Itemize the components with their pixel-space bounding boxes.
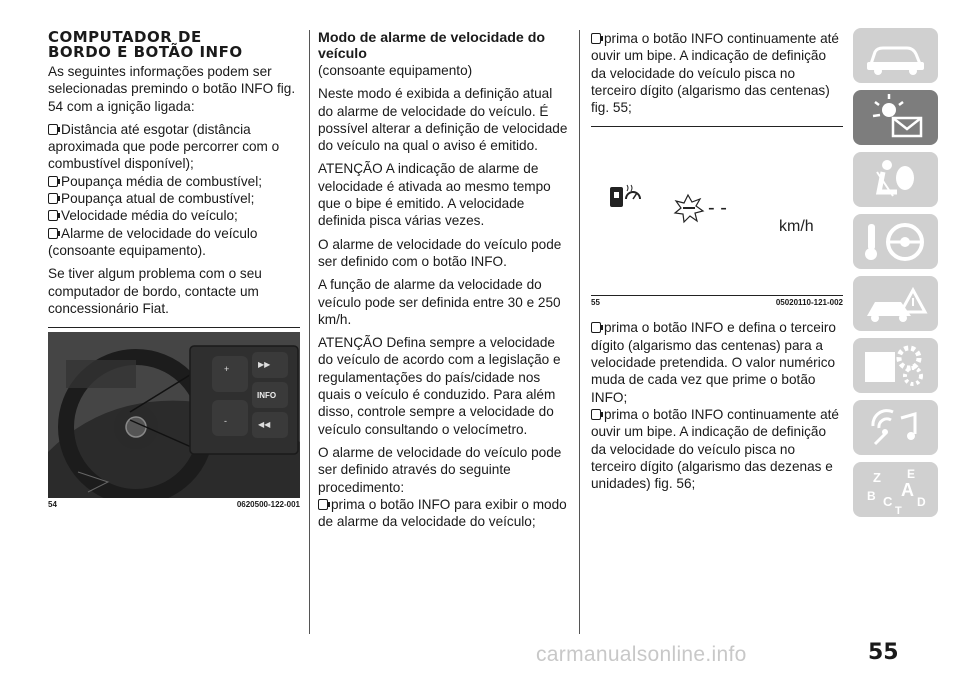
flashing-digit-icon [675, 195, 703, 222]
speed-unit-label: km/h [779, 218, 814, 236]
tab-maintenance[interactable] [853, 338, 938, 393]
list-item: Poupança atual de combustível; [48, 190, 300, 207]
paragraph: Neste modo é exibida a definição atual do alarme de velocidade do veículo. É possível alterar a definição de velocidade do veículo na qual o aviso é emitido. [318, 86, 568, 154]
column-middle [318, 30, 570, 536]
bullet-icon [591, 33, 601, 44]
tab-multimedia[interactable] [853, 400, 938, 455]
steering-wheel-photo [48, 332, 300, 498]
list-item: prima o botão INFO continuamente até ouvir um bipe. A indicação de definição da velocidade do veículo pisca no terceiro dígito (algarismo das centenas) fig. 55; [591, 31, 839, 116]
page-number: 55 [868, 640, 899, 665]
info-button-label: INFO [257, 391, 277, 401]
figure-54 [48, 327, 300, 509]
index-letters-icon [853, 462, 938, 517]
tab-safety[interactable] [853, 152, 938, 207]
list-item: prima o botão INFO para exibir o modo de alarme da velocidade do veículo; [318, 496, 567, 530]
equipment-note: (consoante equipamento) [318, 63, 473, 78]
column-divider [579, 30, 580, 634]
warning-light-message-icon [853, 90, 938, 145]
section-heading [48, 30, 300, 60]
heading-line-1: COMPUTADOR DE [48, 28, 202, 46]
tab-emergency[interactable] [853, 276, 938, 331]
figure-number: 54 [48, 500, 57, 510]
figure-number: 55 [591, 298, 600, 308]
paragraph: O alarme de velocidade do veículo pode ser definido através do seguinte procedimento: [318, 444, 562, 495]
svg-text:C: C [883, 494, 893, 509]
tab-starting-driving[interactable] [853, 214, 938, 269]
list-item: Poupança média de combustível; [48, 173, 300, 190]
bullet-icon [48, 193, 58, 204]
column-divider [309, 30, 310, 634]
figure-rule [48, 327, 300, 328]
intro-paragraph: As seguintes informações podem ser selecionadas premindo o botão INFO fig. 54 com a ignição ligada: [48, 64, 296, 114]
bullet-icon [48, 228, 58, 239]
chapter-sidebar [853, 28, 938, 524]
svg-text:E: E [907, 467, 916, 481]
breakdown-triangle-icon [853, 276, 938, 331]
svg-text:A: A [901, 480, 914, 500]
bullet-icon [48, 210, 58, 221]
svg-text:T: T [895, 505, 902, 517]
svg-text:D: D [917, 495, 926, 509]
display-dashes: - - [708, 197, 727, 220]
svg-text:B: B [867, 489, 876, 503]
bullet-icon [48, 124, 58, 135]
svg-text:-: - [224, 416, 227, 427]
figure-code: 05020110-121-002 [775, 298, 843, 308]
bullet-icon [318, 499, 328, 510]
list-item: prima o botão INFO e defina o terceiro dígito (algarismo das centenas) para a velocidade pretendida. O valor numérico muda de cada vez que prime o botão INFO; [591, 320, 836, 405]
speed-warning-icon [610, 185, 640, 207]
svg-text:◀◀: ◀◀ [258, 420, 271, 430]
heading-line-2: BORDO E BOTÃO INFO [48, 43, 243, 61]
bullet-icon [591, 322, 601, 333]
paragraph: O alarme de velocidade do veículo pode ser definido com o botão INFO. [318, 236, 562, 269]
bullet-icon [48, 176, 58, 187]
list-item: Velocidade média do veículo; [48, 207, 300, 224]
subsection-heading: Modo de alarme de velocidade do veículo [318, 30, 546, 62]
multimedia-icon [853, 400, 938, 455]
paragraph: A função de alarme da velocidade do veículo pode ser definida entre 30 e 250 km/h. [318, 277, 561, 327]
maintenance-gears-icon [853, 338, 938, 393]
svg-text:+: + [224, 364, 230, 375]
attention-paragraph: ATENÇÃO Defina sempre a velocidade do veículo de acordo com a legislação e regulamentações do país/cidade nos quais o veículo é conduzido. Para além disso, controle sempre a velocidade do veículo consultando o velocímetro. [318, 335, 561, 437]
figure-caption [48, 500, 300, 509]
watermark: carmanualsonline.info [536, 643, 747, 666]
figure-rule [591, 295, 843, 296]
figure-code: 0620500-122-001 [236, 500, 300, 510]
tab-warning-lights[interactable] [853, 90, 938, 145]
list-item: Distância até esgotar (distância aproximada que pode percorrer com o combustível disponível); [48, 121, 280, 172]
column-left [48, 30, 300, 509]
list-item: prima o botão INFO continuamente até ouvir um bipe. A indicação de definição da velocidade do veículo pisca no terceiro dígito (algarismo das dezenas e unidades) fig. 56; [591, 406, 839, 492]
figure-caption [591, 298, 843, 307]
closing-paragraph: Se tiver algum problema com o seu computador de bordo, contacte um concessionário Fiat. [48, 266, 262, 316]
list-item: Alarme de velocidade do veículo (consoante equipamento). [48, 225, 258, 258]
airbag-seat-icon [853, 152, 938, 207]
figure-55 [591, 126, 843, 307]
car-icon [853, 28, 938, 83]
attention-paragraph: ATENÇÃO A indicação de alarme de velocidade é ativada ao mesmo tempo que o bipe é emitido. A velocidade definida pisca várias vezes. [318, 161, 551, 229]
bullet-icon [591, 409, 601, 420]
svg-text:▶▶: ▶▶ [258, 360, 271, 370]
svg-text:Z: Z [873, 470, 881, 485]
key-steering-wheel-icon [853, 214, 938, 269]
column-right [591, 30, 843, 498]
tab-index[interactable] [853, 462, 938, 517]
speed-alarm-display [591, 127, 843, 295]
tab-car[interactable] [853, 28, 938, 83]
